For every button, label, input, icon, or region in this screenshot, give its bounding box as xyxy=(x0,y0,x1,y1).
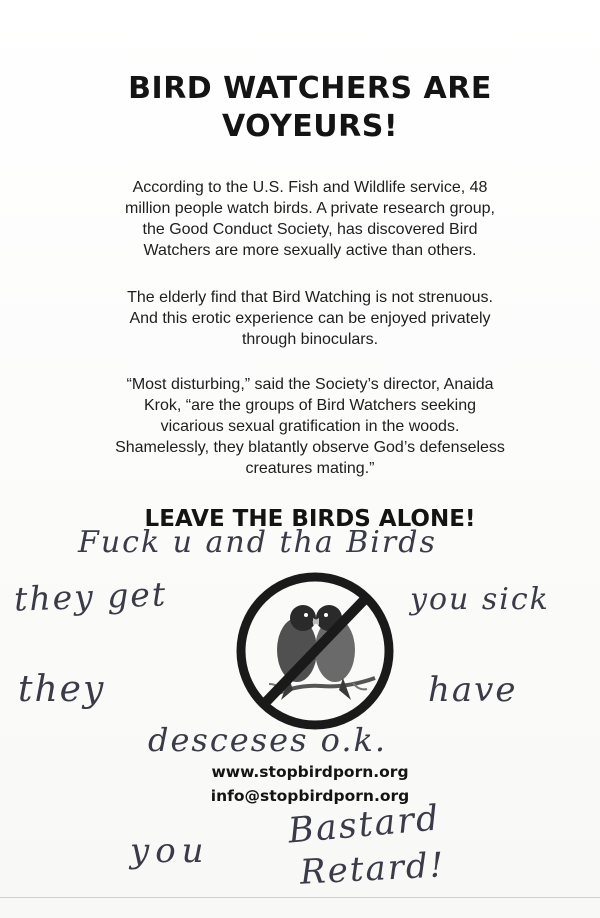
paragraph-elderly xyxy=(85,287,535,350)
handwritten-note: Retard! xyxy=(299,845,447,893)
title-line: BIRD WATCHERS ARE xyxy=(128,71,492,106)
email-link: info@stopbirdporn.org xyxy=(210,787,410,805)
title-line: VOYEURS! xyxy=(221,109,399,144)
no-birds-prohibition-sign-icon xyxy=(225,566,405,736)
text-line: through binoculars. xyxy=(241,331,379,348)
handwritten-note: you xyxy=(130,831,210,871)
text-line: According to the U.S. Fish and Wildlife service, 48 xyxy=(132,179,488,196)
handwritten-note: they get xyxy=(13,574,168,619)
text-line: “Most disturbing,” said the Society’s director, Anaida xyxy=(126,376,494,393)
text-line: million people watch birds. A private research group, xyxy=(125,200,495,217)
handwritten-note: desceses o.k. xyxy=(148,721,388,759)
text-line: Shamelessly, they blatantly observe God’s defenseless xyxy=(115,439,505,456)
handwritten-note: Fuck u and tha Birds xyxy=(78,525,437,560)
handwritten-note: you sick xyxy=(410,582,550,617)
text-line: The elderly find that Bird Watching is not strenuous. xyxy=(127,289,493,306)
website-link: www.stopbirdporn.org xyxy=(211,763,409,781)
handwritten-note: they xyxy=(18,669,106,710)
handwritten-note: have xyxy=(428,670,518,710)
text-line: the Good Conduct Society, has discovered Bird xyxy=(142,221,478,238)
handwritten-note: Bastard xyxy=(286,798,443,852)
text-line: Watchers are more sexually active than others. xyxy=(143,242,477,259)
paragraph-statistics xyxy=(85,177,535,261)
text-line: Krok, “are the groups of Bird Watchers seeking xyxy=(144,397,476,414)
text-line: And this erotic experience can be enjoyed privately xyxy=(129,310,491,327)
leave-birds-headline: LEAVE THE BIRDS ALONE! xyxy=(144,506,476,532)
text-line: vicarious sexual gratification in the woods. xyxy=(160,418,460,435)
paragraph-quote xyxy=(85,374,535,479)
text-line: creatures mating.” xyxy=(245,460,375,477)
paper-edge xyxy=(0,897,600,898)
flyer-title xyxy=(60,70,560,146)
